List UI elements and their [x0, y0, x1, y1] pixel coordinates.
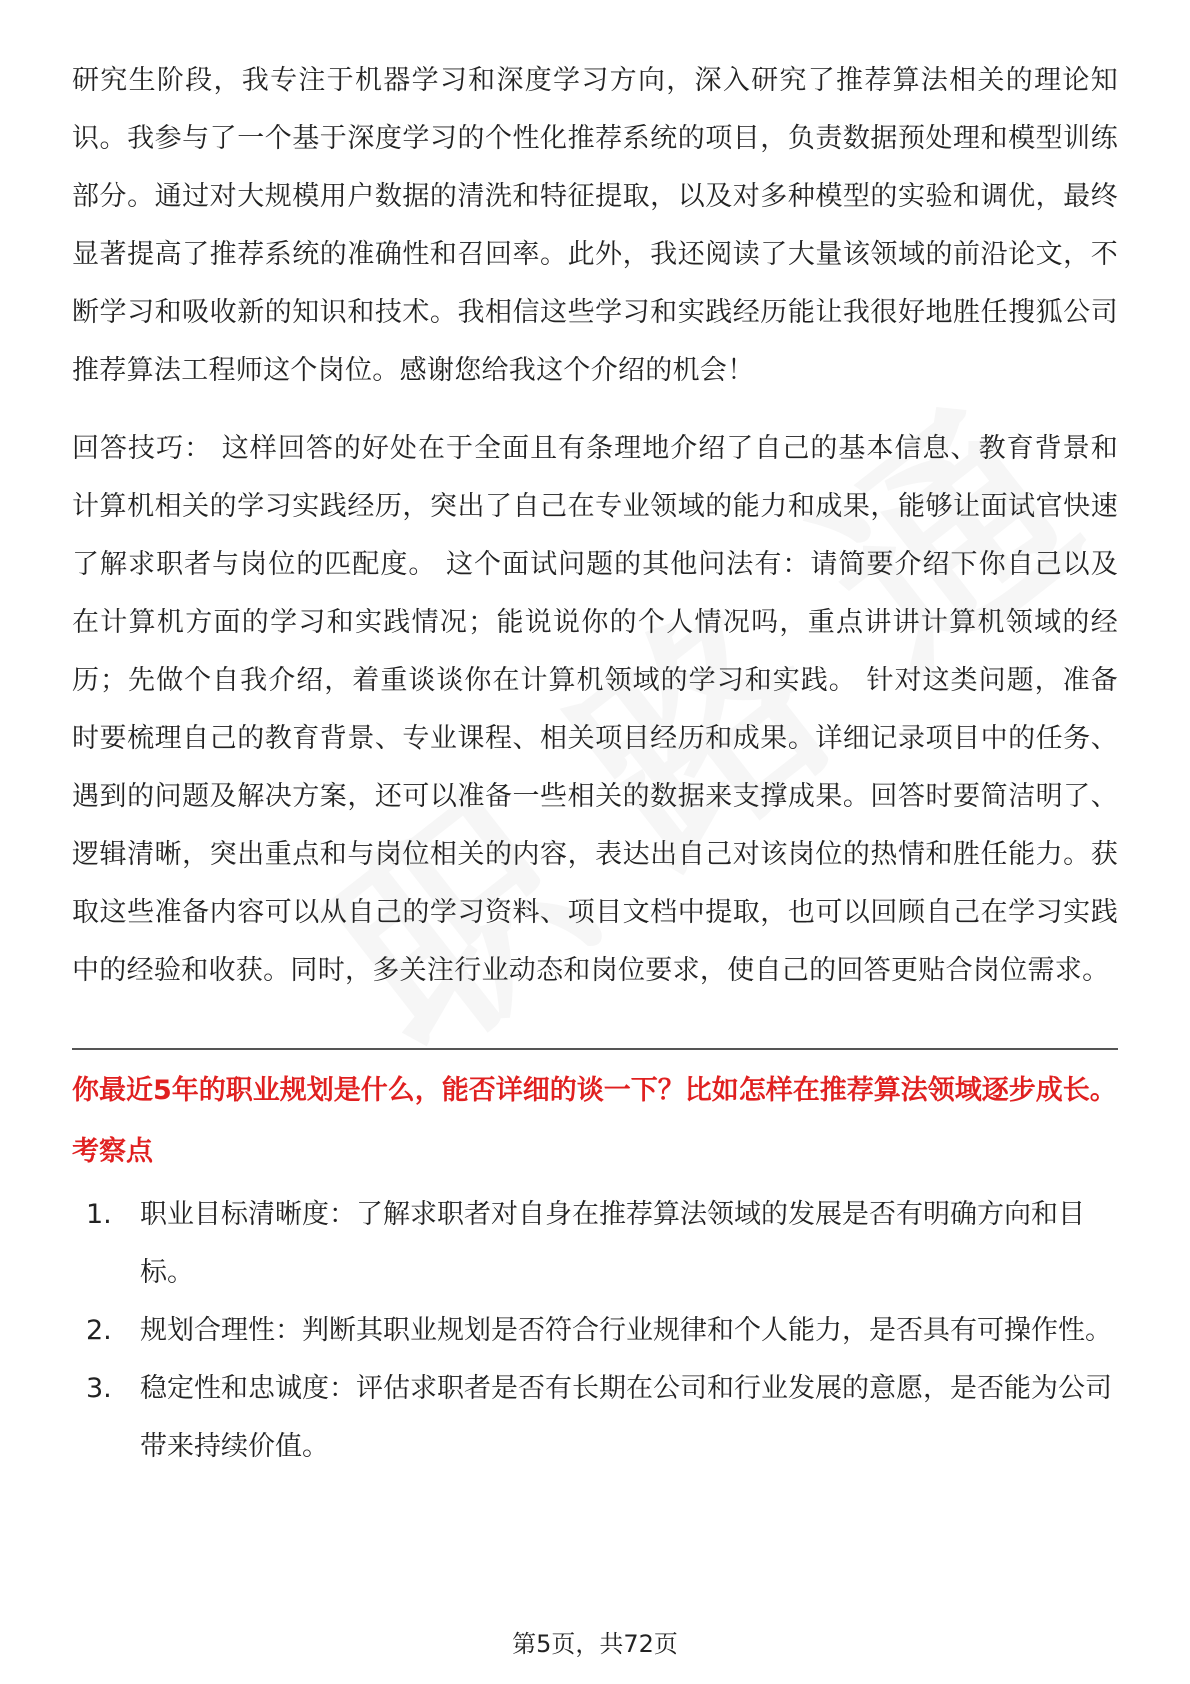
list-item-number: 2. [86, 1315, 112, 1346]
list-item-text: 稳定性和忠诚度：评估求职者是否有长期在公司和行业发展的意愿，是否能为公司带来持续价值。 [140, 1373, 1112, 1462]
section-title: 考察点 [72, 1136, 153, 1167]
list-item-text: 规划合理性：判断其职业规划是否符合行业规律和个人能力，是否具有可操作性。 [140, 1315, 1112, 1346]
question-heading: 你最近5年的职业规划是什么，能否详细的谈一下？比如怎样在推荐算法领域逐步成长。 [72, 1075, 1117, 1106]
list-item [86, 1186, 1118, 1302]
intro-paragraph: 研究生阶段，我专注于机器学习和深度学习方向，深入研究了推荐算法相关的理论知识。我参与了一个基于深度学习的个性化推荐系统的项目，负责数据预处理和模型训练部分。通过对大规模用户数据的清洗和特征提取，以及对多种模型的实验和调优，最终显著提高了推荐系统的准确性和召回率。此外，我还阅读了大量该领域的前沿论文，不断学习和吸收新的知识和技术。我相信这些学习和实践经历能让我很好地胜任搜狐公司推荐算法工程师这个岗位。感谢您给我这个介绍的机会！ [72, 65, 1118, 386]
list-item-number: 1. [86, 1199, 112, 1230]
section-divider [72, 1048, 1118, 1050]
tips-paragraph: 回答技巧： 这样回答的好处在于全面且有条理地介绍了自己的基本信息、教育背景和计算机相关的学习实践经历，突出了自己在专业领域的能力和成果，能够让面试官快速了解求职者与岗位的匹配度。 这个面试问题的其他问法有：请简要介绍下你自己以及在计算机方面的学习和实践情况；能说说你的个人情况吗，重点讲讲计算机领域的经历；先做个自我介绍，着重谈谈你在计算机领域的学习和实践。 针对这类问题，准备时要梳理自己的教育背景、专业课程、相关项目经历和成果。详细记录项目中的任务、遇到的问题及解决方案，还可以准备一些相关的数据来支撑成果。回答时要简洁明了、逻辑清晰，突出重点和与岗位相关的内容，表达出自己对该岗位的热情和胜任能力。获取这些准备内容可以从自己的学习资料、项目文档中提取，也可以回顾自己在学习实践中的经验和收获。同时，多关注行业动态和岗位要求，使自己的回答更贴合岗位需求。 [72, 433, 1118, 986]
list-item-text: 职业目标清晰度：了解求职者对自身在推荐算法领域的发展是否有明确方向和目标。 [140, 1199, 1085, 1288]
assessment-points-list [72, 1186, 1118, 1476]
list-item [86, 1302, 1118, 1360]
list-item-number: 3. [86, 1373, 112, 1404]
list-item [86, 1360, 1118, 1476]
page-content [72, 52, 1118, 1476]
page-footer: 第5页，共72页 [512, 1630, 678, 1658]
